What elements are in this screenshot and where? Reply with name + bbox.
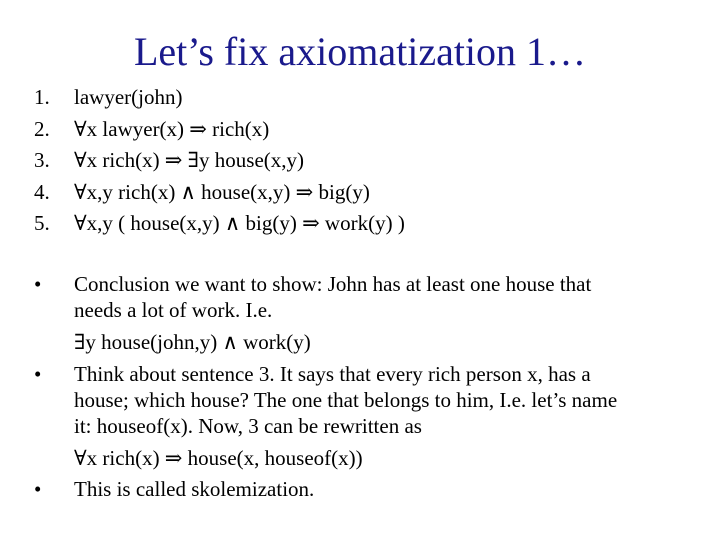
axiom-number: 1. xyxy=(34,85,50,109)
bullet-line: Conclusion we want to show: John has at least one house that xyxy=(74,272,592,296)
axiom-item xyxy=(34,145,694,177)
bullet-line: it: houseof(x). Now, 3 can be rewritten as xyxy=(74,414,422,438)
axiom-number: 2. xyxy=(34,116,50,141)
bullet-marker: • xyxy=(34,477,42,501)
slide-title: Let’s fix axiomatization 1… xyxy=(133,29,587,74)
axiom-text: ∀x rich(x) ⇒ ∃y house(x,y) xyxy=(74,148,305,172)
axiom-item xyxy=(34,208,694,240)
axiom-number: 3. xyxy=(34,148,50,172)
axiom-item xyxy=(34,114,694,146)
bullet-formula: ∀x rich(x) ⇒ house(x, houseof(x)) xyxy=(74,446,363,470)
axiom-item xyxy=(34,177,694,209)
bullet-marker: • xyxy=(34,272,42,296)
axiom-text: ∀x,y ( house(x,y) ∧ big(y) ⇒ work(y) ) xyxy=(74,211,405,235)
axiom-number: 5. xyxy=(34,211,50,235)
bullet-line: house; which house? The one that belongs to him, I.e. let’s name xyxy=(74,388,618,412)
axiom-text: ∀x lawyer(x) ⇒ rich(x) xyxy=(74,116,270,141)
bullet-marker: • xyxy=(34,362,42,386)
axiom-item xyxy=(34,82,694,114)
bullet-formula: ∃y house(john,y) ∧ work(y) xyxy=(74,330,311,354)
axiom-text: ∀x,y rich(x) ∧ house(x,y) ⇒ big(y) xyxy=(74,179,370,204)
bullet-line: Think about sentence 3. It says that every rich person x, has a xyxy=(74,362,591,386)
axiom-list xyxy=(34,82,694,240)
bullet-line: This is called skolemization. xyxy=(74,477,315,501)
axiom-number: 4. xyxy=(34,179,50,204)
axiom-text: lawyer(john) xyxy=(74,85,183,109)
bullet-line: needs a lot of work. I.e. xyxy=(74,298,273,322)
